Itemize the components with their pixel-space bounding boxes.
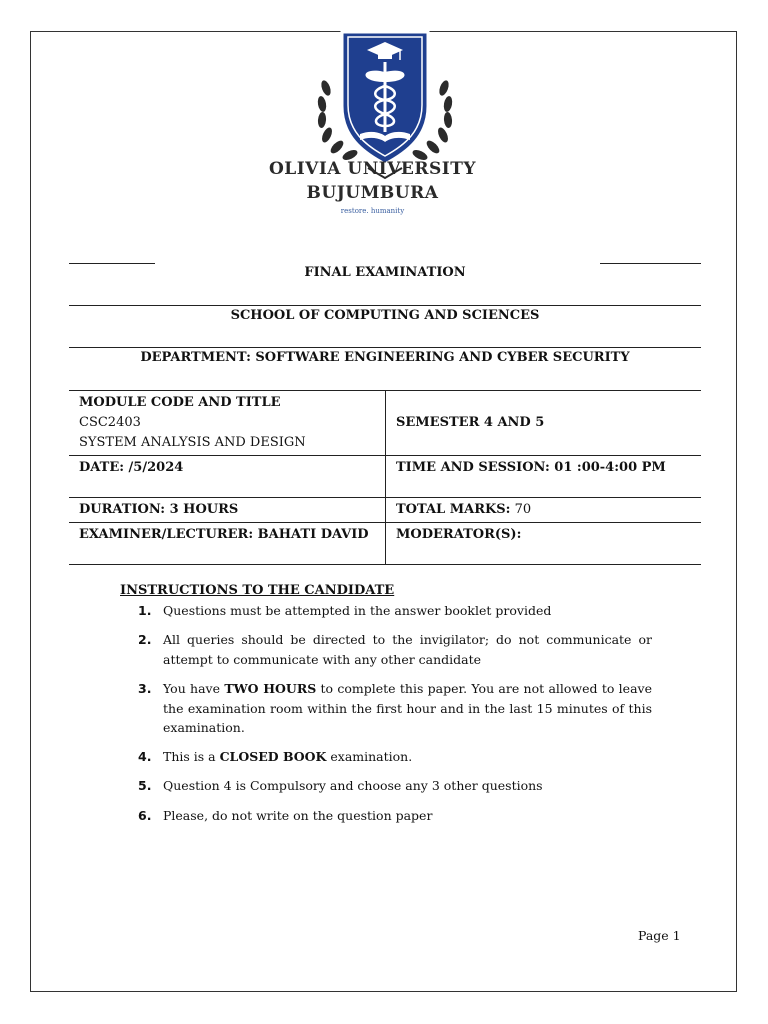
list-text-part: You have [163,681,225,696]
list-number: 2. [138,632,152,647]
total-marks-value: 70 [510,502,532,517]
list-text: Questions must be attempted in the answer booklet provided [163,603,552,618]
list-item [138,806,652,826]
moderator-cell [386,523,702,565]
exam-date: DATE: /5/2024 [79,460,184,475]
duration: DURATION: 3 HOURS [79,502,239,517]
marks-cell [386,498,702,523]
total-marks-label: TOTAL MARKS: [396,502,511,517]
list-number: 4. [138,749,152,764]
divider [69,347,701,348]
list-text: Question 4 is Compulsory and choose any 3 other questions [163,778,543,793]
semester-cell [386,391,702,456]
page-number: Page 1 [638,928,681,943]
list-text [163,679,652,738]
module-label: MODULE CODE AND TITLE [79,395,281,410]
exam-title: FINAL EXAMINATION [304,265,466,280]
date-cell [69,456,386,498]
list-text: Please, do not write on the question paper [163,808,433,823]
module-cell [69,391,386,456]
list-item [138,679,652,738]
list-number: 3. [138,681,152,696]
instructions-title: INSTRUCTIONS TO THE CANDIDATE [120,583,395,598]
list-item [138,776,652,796]
list-number: 6. [138,808,152,823]
moderator: MODERATOR(S): [396,527,522,542]
exam-info-table [69,390,701,565]
table-row [69,523,701,565]
list-item [138,601,652,621]
table-row [69,498,701,523]
list-text-part: examination. [326,749,413,764]
module-code: CSC2403 [79,415,141,430]
list-text-part: to complete this paper. You are not allowed to leave the examination room within the first hour and in the last 15 minutes of this examination. [163,681,652,735]
list-item [138,747,652,767]
module-title: SYSTEM ANALYSIS AND DESIGN [79,435,306,450]
table-row [69,391,701,456]
table-row [69,456,701,498]
examiner: EXAMINER/LECTURER: BAHATI DAVID [79,527,369,542]
list-number: 1. [138,603,152,618]
divider-right [600,263,701,264]
divider-left [69,263,155,264]
department-heading: DEPARTMENT: SOFTWARE ENGINEERING AND CYBER SECURITY [140,350,630,365]
list-text-bold: CLOSED BOOK [219,749,327,764]
time-session: TIME AND SESSION: 01 :00-4:00 PM [396,460,666,475]
examiner-cell [69,523,386,565]
time-cell [386,456,702,498]
semester: SEMESTER 4 AND 5 [396,415,545,430]
school-heading: SCHOOL OF COMPUTING AND SCIENCES [230,308,540,323]
university-city: BUJUMBURA [306,183,439,203]
university-name: OLIVIA UNIVERSITY [268,159,477,179]
list-text-bold: TWO HOURS [224,681,317,696]
list-number: 5. [138,778,152,793]
divider [69,305,701,306]
list-text: All queries should be directed to the invigilator; do not communicate or attempt to communicate with any other candidate [163,632,652,667]
list-text [163,747,652,767]
duration-cell [69,498,386,523]
list-item [138,630,652,669]
university-motto: restore. humanity [340,207,405,215]
list-text-part: This is a [163,749,220,764]
